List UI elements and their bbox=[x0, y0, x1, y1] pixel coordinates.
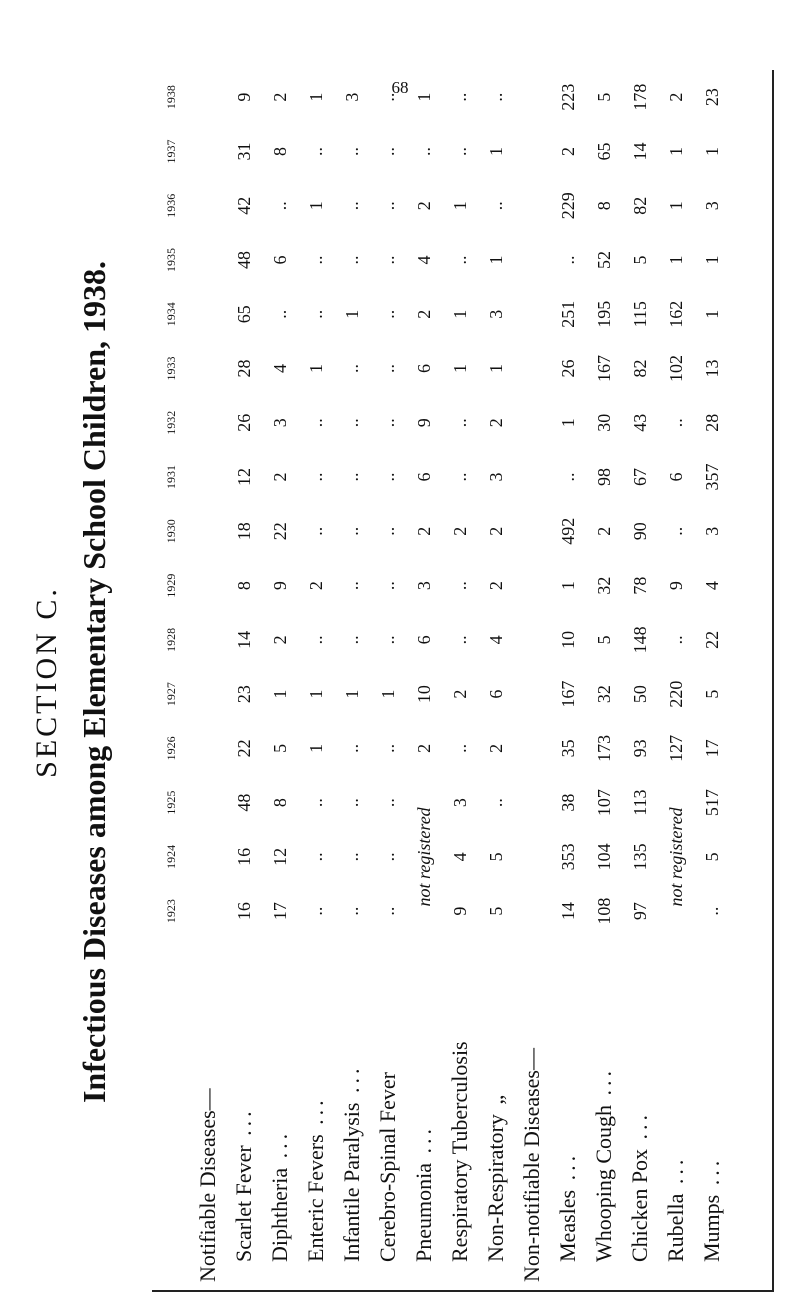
value-cell: 26 bbox=[557, 359, 578, 378]
disease-label bbox=[262, 938, 298, 1290]
value-cell: 5 bbox=[593, 92, 614, 102]
value-cell: .. bbox=[377, 798, 398, 808]
value-cell: .. bbox=[305, 255, 326, 265]
value-cell: 492 bbox=[557, 517, 578, 545]
value-cell: 223 bbox=[557, 83, 578, 111]
value-cell: 1 bbox=[485, 146, 506, 156]
value-cell: 65 bbox=[593, 142, 614, 161]
value-cell: .. bbox=[485, 201, 506, 211]
value-cell: 1 bbox=[557, 581, 578, 591]
year-header: 1923 bbox=[163, 899, 178, 924]
disease-label bbox=[442, 938, 478, 1290]
value-cell: 28 bbox=[233, 359, 254, 378]
value-cell: .. bbox=[557, 472, 578, 482]
value-cell: 1 bbox=[341, 309, 362, 319]
value-cell: 2 bbox=[485, 743, 506, 753]
value-cell: .. bbox=[449, 472, 470, 482]
leader-dots: ... bbox=[699, 1156, 724, 1195]
value-cell: 2 bbox=[485, 581, 506, 591]
value-cell: .. bbox=[341, 581, 362, 591]
disease-name: Measles bbox=[555, 1189, 580, 1262]
value-cell: 6 bbox=[485, 689, 506, 699]
value-cell: 3 bbox=[485, 309, 506, 319]
value-cell: 5 bbox=[485, 906, 506, 916]
value-cell: 1 bbox=[269, 689, 290, 699]
year-header: 1928 bbox=[163, 627, 178, 652]
year-header-row bbox=[152, 70, 190, 1290]
year-header: 1934 bbox=[163, 302, 178, 327]
value-cell: 107 bbox=[593, 789, 614, 817]
rotated-table-sheet bbox=[30, 72, 770, 1292]
year-header: 1932 bbox=[163, 410, 178, 435]
table-row bbox=[226, 70, 262, 1290]
value-cell: 115 bbox=[629, 301, 650, 328]
value-cell: 1 bbox=[485, 364, 506, 373]
value-cell: .. bbox=[377, 526, 398, 536]
value-cell: 173 bbox=[593, 734, 614, 762]
value-cell: 14 bbox=[629, 142, 650, 161]
value-cell: .. bbox=[341, 201, 362, 211]
page-number: 68 bbox=[391, 78, 409, 97]
leader-dots: ... bbox=[555, 1151, 580, 1190]
value-cell: .. bbox=[377, 146, 398, 156]
value-cell: 1 bbox=[665, 146, 686, 156]
value-cell: 17 bbox=[701, 739, 722, 758]
value-cell: .. bbox=[449, 581, 470, 591]
value-cell: 13 bbox=[701, 359, 722, 378]
value-cell: .. bbox=[377, 418, 398, 428]
value-cell: 42 bbox=[233, 196, 254, 215]
value-cell: .. bbox=[305, 418, 326, 428]
value-cell: 22 bbox=[233, 739, 254, 758]
value-cell: 229 bbox=[557, 192, 578, 220]
value-cell: 357 bbox=[701, 463, 722, 491]
value-cell: 5 bbox=[701, 689, 722, 699]
value-cell: .. bbox=[413, 146, 434, 156]
table-row bbox=[406, 70, 442, 1290]
year-header: 1931 bbox=[163, 465, 178, 490]
value-cell: 220 bbox=[665, 680, 686, 708]
value-cell: 5 bbox=[269, 743, 290, 753]
value-cell: .. bbox=[341, 852, 362, 862]
leader-dots: „ bbox=[483, 1090, 508, 1115]
table-row bbox=[334, 70, 370, 1290]
value-cell: .. bbox=[377, 581, 398, 591]
not-registered-cell: not registered bbox=[665, 807, 686, 907]
value-cell: 6 bbox=[413, 472, 434, 482]
value-cell: 517 bbox=[701, 789, 722, 817]
leader-dots: ... bbox=[411, 1125, 436, 1163]
leader-dots: ... bbox=[231, 1107, 256, 1146]
value-cell: 1 bbox=[305, 92, 326, 102]
value-cell: 2 bbox=[413, 309, 434, 319]
value-cell: .. bbox=[305, 472, 326, 482]
value-cell: 9 bbox=[665, 581, 686, 591]
value-cell: 6 bbox=[665, 472, 686, 482]
value-cell: 1 bbox=[557, 418, 578, 428]
value-cell: 17 bbox=[269, 902, 290, 921]
value-cell: .. bbox=[449, 255, 470, 265]
year-header: 1930 bbox=[163, 519, 178, 544]
not-registered-cell: not registered bbox=[413, 807, 434, 907]
value-cell: 3 bbox=[269, 418, 290, 428]
value-cell: .. bbox=[485, 92, 506, 102]
group-heading-filler bbox=[190, 70, 226, 938]
disease-table bbox=[152, 70, 730, 1290]
value-cell: 52 bbox=[593, 250, 614, 269]
value-cell: 1 bbox=[377, 689, 398, 699]
value-cell: .. bbox=[377, 309, 398, 319]
value-cell: .. bbox=[377, 255, 398, 265]
value-cell: 1 bbox=[701, 146, 722, 156]
disease-label bbox=[586, 938, 622, 1290]
value-cell: .. bbox=[377, 906, 398, 916]
table-row bbox=[442, 70, 478, 1290]
table-row bbox=[298, 70, 334, 1290]
value-cell: 2 bbox=[413, 743, 434, 753]
value-cell: 4 bbox=[485, 635, 506, 645]
table-row bbox=[370, 70, 406, 1290]
value-cell: 4 bbox=[269, 364, 290, 373]
value-cell: 2 bbox=[269, 635, 290, 645]
table-body bbox=[190, 70, 730, 1290]
table-title: Infectious Diseases among Elementary School Children, 1938. bbox=[76, 260, 112, 1104]
value-cell: 113 bbox=[629, 789, 650, 816]
value-cell: .. bbox=[341, 906, 362, 916]
value-cell: 3 bbox=[449, 798, 470, 808]
group-heading-filler bbox=[514, 70, 550, 938]
value-cell: .. bbox=[377, 743, 398, 753]
value-cell: 10 bbox=[413, 685, 434, 704]
value-cell: .. bbox=[341, 798, 362, 808]
value-cell: .. bbox=[701, 906, 722, 916]
value-cell: 104 bbox=[593, 843, 614, 871]
value-cell: 1 bbox=[449, 309, 470, 319]
value-cell: .. bbox=[377, 635, 398, 645]
disease-name: Whooping Cough bbox=[591, 1104, 616, 1262]
value-cell: 10 bbox=[557, 630, 578, 649]
disease-name: Cerebro-Spinal Fever bbox=[375, 1072, 400, 1262]
group-heading-row bbox=[190, 70, 226, 1290]
section-heading: SECTION C. bbox=[30, 586, 63, 778]
value-cell: 8 bbox=[593, 201, 614, 211]
value-cell: .. bbox=[485, 798, 506, 808]
value-cell: 8 bbox=[233, 581, 254, 591]
value-cell: 251 bbox=[557, 300, 578, 328]
value-cell: .. bbox=[665, 526, 686, 536]
value-cell: 32 bbox=[593, 685, 614, 704]
value-cell: 5 bbox=[629, 255, 650, 265]
disease-name: Rubella bbox=[663, 1193, 688, 1262]
value-cell: 16 bbox=[233, 847, 254, 866]
disease-label bbox=[550, 938, 586, 1290]
value-cell: 38 bbox=[557, 793, 578, 812]
value-cell: 12 bbox=[269, 847, 290, 866]
disease-label bbox=[658, 938, 694, 1290]
leader-dots: ... bbox=[267, 1129, 292, 1168]
disease-label bbox=[298, 938, 334, 1290]
value-cell: 3 bbox=[701, 526, 722, 536]
value-cell: .. bbox=[557, 255, 578, 265]
value-cell: 1 bbox=[305, 689, 326, 699]
value-cell: .. bbox=[377, 201, 398, 211]
value-cell: 178 bbox=[629, 83, 650, 111]
value-cell: .. bbox=[377, 852, 398, 862]
group-heading: Notifiable Diseases— bbox=[195, 1088, 220, 1282]
label-header bbox=[152, 938, 190, 1290]
value-cell: .. bbox=[341, 472, 362, 482]
value-cell: 48 bbox=[233, 793, 254, 812]
disease-label bbox=[334, 938, 370, 1290]
value-cell: 1 bbox=[449, 201, 470, 211]
value-cell: 2 bbox=[665, 92, 686, 102]
value-cell: 1 bbox=[701, 309, 722, 319]
value-cell: 5 bbox=[593, 635, 614, 645]
value-cell: 6 bbox=[413, 364, 434, 373]
value-cell: 2 bbox=[485, 526, 506, 536]
value-cell: 135 bbox=[629, 843, 650, 871]
year-header: 1935 bbox=[163, 247, 178, 272]
value-cell: 1 bbox=[449, 364, 470, 373]
value-cell: 4 bbox=[413, 255, 434, 265]
value-cell: 3 bbox=[485, 472, 506, 482]
value-cell: 1 bbox=[305, 201, 326, 211]
value-cell: .. bbox=[377, 364, 398, 373]
table-row bbox=[586, 70, 622, 1290]
value-cell: 1 bbox=[665, 201, 686, 211]
value-cell: 2 bbox=[449, 526, 470, 536]
year-header: 1924 bbox=[163, 844, 178, 869]
value-cell: 35 bbox=[557, 739, 578, 758]
value-cell: 31 bbox=[233, 142, 254, 161]
value-cell: 3 bbox=[341, 92, 362, 102]
value-cell: .. bbox=[269, 309, 290, 319]
value-cell: 82 bbox=[629, 359, 650, 378]
value-cell: 65 bbox=[233, 305, 254, 324]
disease-name: Pneumonia bbox=[411, 1163, 436, 1262]
value-cell: 30 bbox=[593, 413, 614, 432]
leader-dots: ... bbox=[663, 1155, 688, 1194]
disease-label bbox=[406, 938, 442, 1290]
year-header: 1933 bbox=[163, 356, 178, 381]
value-cell: 82 bbox=[629, 196, 650, 215]
value-cell: 9 bbox=[269, 581, 290, 591]
value-cell: 97 bbox=[629, 902, 650, 921]
value-cell: 43 bbox=[629, 413, 650, 432]
value-cell: 5 bbox=[485, 852, 506, 862]
value-cell: .. bbox=[305, 309, 326, 319]
value-cell: .. bbox=[377, 472, 398, 482]
value-cell: 3 bbox=[413, 581, 434, 591]
value-cell: 2 bbox=[413, 201, 434, 211]
value-cell: 2 bbox=[593, 526, 614, 536]
value-cell: 23 bbox=[233, 685, 254, 704]
value-cell: 22 bbox=[701, 630, 722, 649]
value-cell: .. bbox=[449, 418, 470, 428]
value-cell: 16 bbox=[233, 902, 254, 921]
value-cell: 1 bbox=[341, 689, 362, 699]
value-cell: 14 bbox=[233, 630, 254, 649]
value-cell: .. bbox=[305, 798, 326, 808]
value-cell: 167 bbox=[593, 355, 614, 382]
disease-name: Non-Respiratory bbox=[483, 1114, 508, 1262]
value-cell: 9 bbox=[413, 418, 434, 428]
value-cell: 195 bbox=[593, 300, 614, 328]
value-cell: 93 bbox=[629, 739, 650, 758]
disease-label bbox=[226, 938, 262, 1290]
table-row bbox=[622, 70, 658, 1290]
table-row bbox=[478, 70, 514, 1290]
value-cell: .. bbox=[305, 526, 326, 536]
value-cell: .. bbox=[665, 635, 686, 645]
disease-name: Mumps bbox=[699, 1194, 724, 1262]
value-cell: 167 bbox=[557, 680, 578, 708]
value-cell: .. bbox=[449, 743, 470, 753]
value-cell: .. bbox=[341, 364, 362, 373]
value-cell: .. bbox=[449, 635, 470, 645]
value-cell: 2 bbox=[269, 472, 290, 482]
value-cell: .. bbox=[341, 255, 362, 265]
disease-label bbox=[694, 938, 730, 1290]
value-cell: 28 bbox=[701, 413, 722, 432]
table-row bbox=[658, 70, 694, 1290]
value-cell: 12 bbox=[233, 468, 254, 487]
value-cell: 8 bbox=[269, 146, 290, 156]
value-cell: 2 bbox=[413, 526, 434, 536]
year-header: 1927 bbox=[163, 682, 178, 707]
value-cell: 26 bbox=[233, 413, 254, 432]
value-cell: 22 bbox=[269, 522, 290, 541]
value-cell: 108 bbox=[593, 897, 614, 925]
year-header: 1925 bbox=[163, 790, 178, 815]
value-cell: 23 bbox=[701, 88, 722, 107]
value-cell: 2 bbox=[449, 689, 470, 699]
value-cell: 9 bbox=[233, 92, 254, 102]
group-heading-row bbox=[514, 70, 550, 1290]
disease-name: Respiratory Tuberculosis bbox=[447, 1041, 472, 1262]
value-cell: .. bbox=[341, 635, 362, 645]
value-cell: 9 bbox=[449, 906, 470, 916]
table-frame bbox=[152, 70, 774, 1292]
value-cell: .. bbox=[341, 526, 362, 536]
leader-dots: ... bbox=[627, 1110, 652, 1149]
value-cell: .. bbox=[341, 418, 362, 428]
value-cell: 4 bbox=[449, 852, 470, 862]
value-cell: 98 bbox=[593, 468, 614, 487]
group-heading: Non-notifiable Diseases— bbox=[519, 1048, 544, 1282]
disease-label bbox=[370, 938, 406, 1290]
disease-label bbox=[478, 938, 514, 1290]
value-cell: .. bbox=[341, 743, 362, 753]
disease-label bbox=[622, 938, 658, 1290]
value-cell: .. bbox=[377, 92, 398, 102]
year-header: 1938 bbox=[163, 85, 178, 110]
value-cell: 4 bbox=[701, 581, 722, 591]
value-cell: 6 bbox=[269, 255, 290, 265]
value-cell: 14 bbox=[557, 902, 578, 921]
value-cell: 162 bbox=[665, 300, 686, 328]
value-cell: 5 bbox=[701, 852, 722, 862]
value-cell: 148 bbox=[629, 626, 650, 654]
year-header: 1936 bbox=[163, 193, 178, 218]
value-cell: 1 bbox=[305, 364, 326, 373]
disease-name: Enteric Fevers bbox=[303, 1134, 328, 1262]
value-cell: 2 bbox=[269, 92, 290, 102]
disease-name: Chicken Pox bbox=[627, 1148, 652, 1262]
value-cell: 2 bbox=[305, 581, 326, 591]
value-cell: 90 bbox=[629, 522, 650, 541]
value-cell: .. bbox=[305, 906, 326, 916]
disease-name: Scarlet Fever bbox=[231, 1145, 256, 1262]
value-cell: 48 bbox=[233, 250, 254, 269]
value-cell: 102 bbox=[665, 355, 686, 382]
leader-dots: ... bbox=[303, 1096, 328, 1135]
value-cell: .. bbox=[269, 201, 290, 211]
value-cell: .. bbox=[305, 635, 326, 645]
value-cell: 353 bbox=[557, 843, 578, 871]
value-cell: 3 bbox=[701, 201, 722, 211]
value-cell: 127 bbox=[665, 734, 686, 762]
value-cell: .. bbox=[449, 92, 470, 102]
year-header: 1937 bbox=[163, 139, 178, 164]
value-cell: .. bbox=[449, 146, 470, 156]
value-cell: 6 bbox=[413, 635, 434, 645]
value-cell: 78 bbox=[629, 576, 650, 595]
value-cell: .. bbox=[665, 418, 686, 428]
year-header: 1926 bbox=[163, 736, 178, 761]
value-cell: 50 bbox=[629, 685, 650, 704]
table-row bbox=[694, 70, 730, 1290]
value-cell: 18 bbox=[233, 522, 254, 541]
leader-dots: ... bbox=[591, 1066, 616, 1105]
table-row bbox=[262, 70, 298, 1290]
year-header: 1929 bbox=[163, 573, 178, 598]
value-cell: 1 bbox=[305, 743, 326, 753]
disease-name: Diphtheria bbox=[267, 1167, 292, 1262]
table-row bbox=[550, 70, 586, 1290]
leader-dots: ... bbox=[339, 1064, 364, 1103]
value-cell: 2 bbox=[557, 146, 578, 156]
value-cell: .. bbox=[305, 146, 326, 156]
disease-name: Infantile Paralysis bbox=[339, 1102, 364, 1262]
value-cell: 8 bbox=[269, 798, 290, 808]
value-cell: 2 bbox=[485, 418, 506, 428]
value-cell: .. bbox=[305, 852, 326, 862]
value-cell: 67 bbox=[629, 468, 650, 487]
value-cell: 32 bbox=[593, 576, 614, 595]
value-cell: .. bbox=[341, 146, 362, 156]
value-cell: 1 bbox=[485, 255, 506, 265]
value-cell: 1 bbox=[413, 92, 434, 102]
value-cell: 1 bbox=[701, 255, 722, 265]
value-cell: 1 bbox=[665, 255, 686, 265]
